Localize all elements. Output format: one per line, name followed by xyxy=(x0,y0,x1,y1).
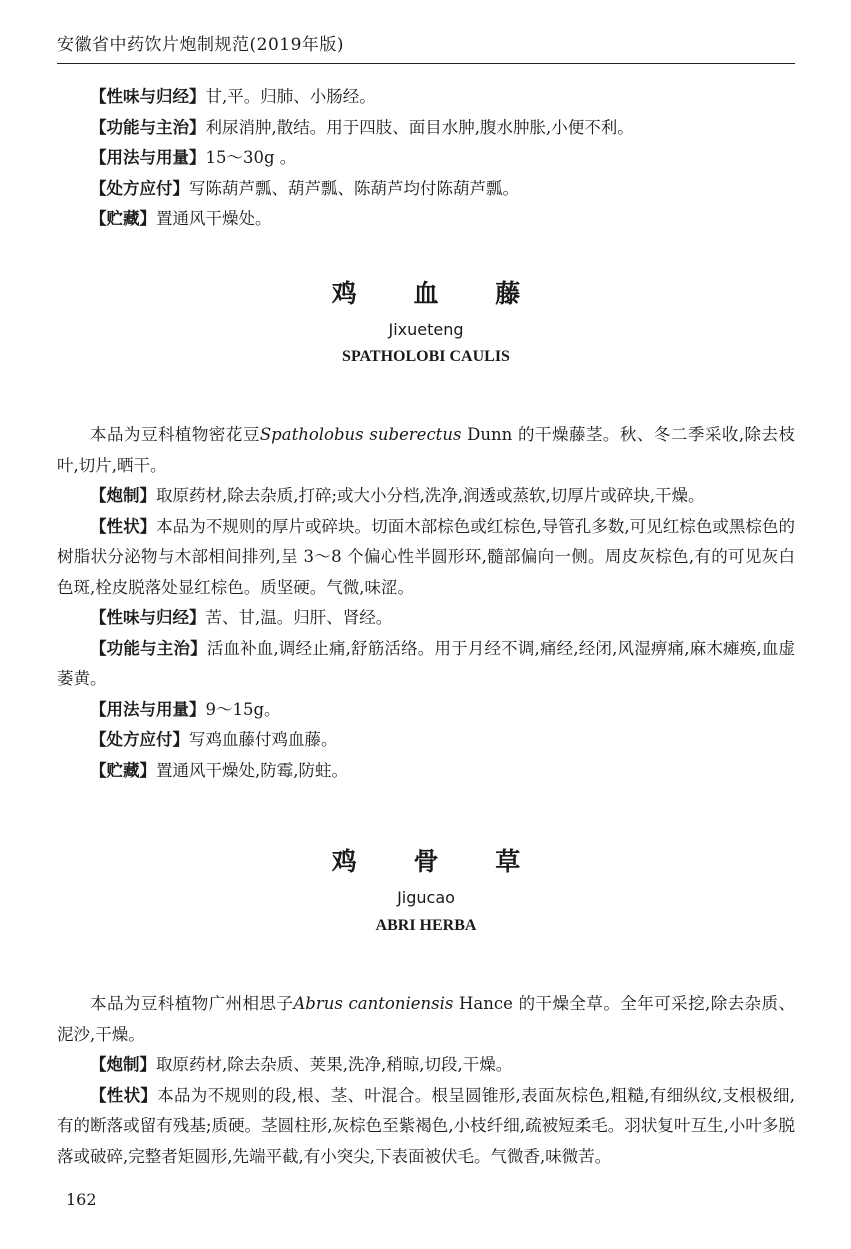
section-text: 活血补血,调经止痛,舒筋活络。用于月经不调,痛经,经闭,风湿痹痛,麻木瘫痪,血虚萎黄。 xyxy=(57,638,796,688)
xingzhuang xyxy=(57,512,795,604)
intro-post: Hance 的干燥全草。全年可采挖,除去杂质、泥沙,干燥。 xyxy=(57,994,796,1044)
zhucang xyxy=(57,756,795,787)
section-tag: 【性状】 xyxy=(90,516,157,536)
entry-title: 鸡 骨 草 xyxy=(331,847,545,876)
section-tag: 【性状】 xyxy=(90,1085,158,1105)
section-text: 利尿消肿,散结。用于四肢、面目水肿,腹水肿胀,小便不利。 xyxy=(205,117,634,137)
species-name: Abrus cantoniensis xyxy=(293,994,454,1013)
entry1-body xyxy=(57,420,795,786)
section-text: 9～15g。 xyxy=(205,699,281,719)
section-text: 取原药材,除去杂质、荚果,洗净,稍晾,切段,干燥。 xyxy=(156,1055,513,1074)
prev-yongfa xyxy=(57,143,795,174)
section-tag: 【处方应付】 xyxy=(90,178,189,198)
section-tag: 【贮藏】 xyxy=(90,760,156,780)
prev-xingwei xyxy=(57,82,795,113)
section-text: 置通风干燥处,防霉,防蛀。 xyxy=(156,760,348,780)
gongneng xyxy=(57,634,795,695)
page-number: 162 xyxy=(66,1190,97,1209)
section-tag: 【性味与归经】 xyxy=(90,87,206,106)
entry2-body xyxy=(57,989,795,1172)
xingzhuang xyxy=(57,1081,795,1173)
section-tag: 【贮藏】 xyxy=(90,209,156,228)
section-text: 甘,平。归肺、小肠经。 xyxy=(205,87,376,106)
section-text: 取原药材,除去杂质,打碎;或大小分档,洗净,润透或蒸软,切厚片或碎块,干燥。 xyxy=(156,486,705,505)
section-text: 写鸡血藤付鸡血藤。 xyxy=(189,730,338,749)
prev-gongneng xyxy=(57,113,795,144)
section-tag: 【用法与用量】 xyxy=(90,699,206,719)
section-text: 苦、甘,温。归肝、肾经。 xyxy=(205,608,393,627)
section-tag: 【炮制】 xyxy=(90,1055,156,1074)
entry-latin-name: ABRI HERBA xyxy=(375,917,477,934)
entry-pinyin: Jigucao xyxy=(397,888,455,907)
xingwei xyxy=(57,603,795,634)
paozhi xyxy=(57,1050,795,1081)
intro-pre: 本品为豆科植物密花豆 xyxy=(90,425,260,444)
yongfa xyxy=(57,695,795,726)
prev-zhucang xyxy=(57,204,795,235)
section-text: 15～30g 。 xyxy=(205,148,297,167)
entry-pinyin: Jixueteng xyxy=(388,320,464,339)
species-name: Spatholobus suberectus xyxy=(259,425,462,444)
section-tag: 【处方应付】 xyxy=(90,730,189,749)
section-text: 本品为不规则的段,根、茎、叶混合。根呈圆锥形,表面灰棕色,粗糙,有细纵纹,支根极细,有的断落或留有残基;质硬。茎圆柱形,灰棕色至紫褐色,小枝纤细,疏被短柔毛。羽状复叶互生,小叶多脱落或破碎,完整者矩圆形,先端平截,有小突尖,下表面被伏毛。气微香,味微苦。 xyxy=(57,1085,795,1166)
section-tag: 【炮制】 xyxy=(90,486,156,505)
entry-intro xyxy=(57,420,795,481)
section-tag: 【用法与用量】 xyxy=(90,148,206,167)
header-rule xyxy=(57,63,795,64)
prev-entry-section xyxy=(57,82,795,235)
entry-latin-name: SPATHOLOBI CAULIS xyxy=(342,348,510,365)
running-header: 安徽省中药饮片炮制规范(2019年版) xyxy=(57,35,345,55)
section-tag: 【性味与归经】 xyxy=(90,608,206,627)
section-tag: 【功能与主治】 xyxy=(90,117,206,137)
section-text: 写陈葫芦瓢、葫芦瓢、陈葫芦均付陈葫芦瓢。 xyxy=(189,178,519,198)
intro-pre: 本品为豆科植物广州相思子 xyxy=(90,994,294,1013)
paozhi xyxy=(57,481,795,512)
prev-chufang xyxy=(57,174,795,205)
chufang xyxy=(57,725,795,756)
entry-intro xyxy=(57,989,795,1050)
section-text: 本品为不规则的厚片或碎块。切面木部棕色或红棕色,导管孔多数,可见红棕色或黑棕色的树脂状分泌物与木部相间排列,呈 3～8 个偏心性半圆形环,髓部偏向一侧。周皮灰棕色,有的可见灰白色斑,栓皮脱落处显红棕色。质坚硬。气微,味涩。 xyxy=(57,516,795,597)
intro-post: Dunn 的干燥藤茎。秋、冬二季采收,除去枝叶,切片,晒干。 xyxy=(57,425,796,475)
entry-title: 鸡 血 藤 xyxy=(331,279,545,308)
section-text: 置通风干燥处。 xyxy=(156,209,272,228)
section-tag: 【功能与主治】 xyxy=(90,638,207,658)
